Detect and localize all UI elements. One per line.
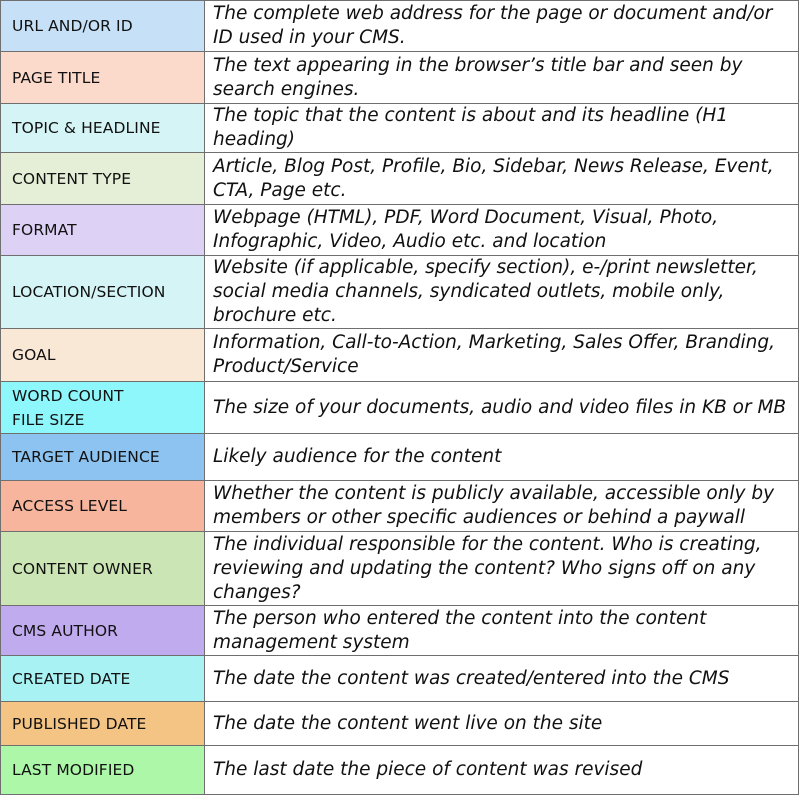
table-row bbox=[1, 434, 799, 481]
field-label: CONTENT TYPE bbox=[1, 153, 205, 205]
field-label: PUBLISHED DATE bbox=[1, 702, 205, 746]
field-description: Website (if applicable, specify section), e-/print newsletter, social media channels, syndicated outlets, mobile only, brochure etc. bbox=[205, 256, 799, 329]
table-row bbox=[1, 52, 799, 104]
field-description: The topic that the content is about and its headline (H1 heading) bbox=[205, 104, 799, 153]
table-row bbox=[1, 746, 799, 795]
table-row bbox=[1, 256, 799, 329]
table-row bbox=[1, 329, 799, 382]
table-body bbox=[1, 1, 799, 795]
table-row bbox=[1, 104, 799, 153]
table-row bbox=[1, 1, 799, 52]
field-description: Whether the content is publicly available, accessible only by members or other specific audiences or behind a paywall bbox=[205, 481, 799, 532]
field-description: The date the content went live on the site bbox=[205, 702, 799, 746]
field-label: FORMAT bbox=[1, 205, 205, 256]
field-label: ACCESS LEVEL bbox=[1, 481, 205, 532]
table-row bbox=[1, 656, 799, 702]
field-description: The size of your documents, audio and video files in KB or MB bbox=[205, 382, 799, 434]
field-description: The last date the piece of content was revised bbox=[205, 746, 799, 795]
field-description: Information, Call-to-Action, Marketing, Sales Offer, Branding, Product/Service bbox=[205, 329, 799, 382]
table-row bbox=[1, 153, 799, 205]
table-row bbox=[1, 382, 799, 434]
table-row bbox=[1, 532, 799, 606]
table-row bbox=[1, 205, 799, 256]
field-label: TOPIC & HEADLINE bbox=[1, 104, 205, 153]
field-label: TARGET AUDIENCE bbox=[1, 434, 205, 481]
field-label: CMS AUTHOR bbox=[1, 606, 205, 656]
field-label: LOCATION/SECTION bbox=[1, 256, 205, 329]
table-row bbox=[1, 481, 799, 532]
field-description: Likely audience for the content bbox=[205, 434, 799, 481]
field-label: WORD COUNT FILE SIZE bbox=[1, 382, 205, 434]
field-label: LAST MODIFIED bbox=[1, 746, 205, 795]
table-row bbox=[1, 606, 799, 656]
field-description: The date the content was created/entered into the CMS bbox=[205, 656, 799, 702]
field-label: GOAL bbox=[1, 329, 205, 382]
field-label: CREATED DATE bbox=[1, 656, 205, 702]
field-description: Article, Blog Post, Profile, Bio, Sidebar, News Release, Event, CTA, Page etc. bbox=[205, 153, 799, 205]
field-description: The individual responsible for the content. Who is creating, reviewing and updating the content? Who signs off on any changes? bbox=[205, 532, 799, 606]
field-description: Webpage (HTML), PDF, Word Document, Visual, Photo, Infographic, Video, Audio etc. and location bbox=[205, 205, 799, 256]
field-description: The text appearing in the browser’s title bar and seen by search engines. bbox=[205, 52, 799, 104]
field-label: CONTENT OWNER bbox=[1, 532, 205, 606]
field-label: PAGE TITLE bbox=[1, 52, 205, 104]
field-description: The complete web address for the page or document and/or ID used in your CMS. bbox=[205, 1, 799, 52]
table-row bbox=[1, 702, 799, 746]
field-label: URL AND/OR ID bbox=[1, 1, 205, 52]
field-description: The person who entered the content into the content management system bbox=[205, 606, 799, 656]
